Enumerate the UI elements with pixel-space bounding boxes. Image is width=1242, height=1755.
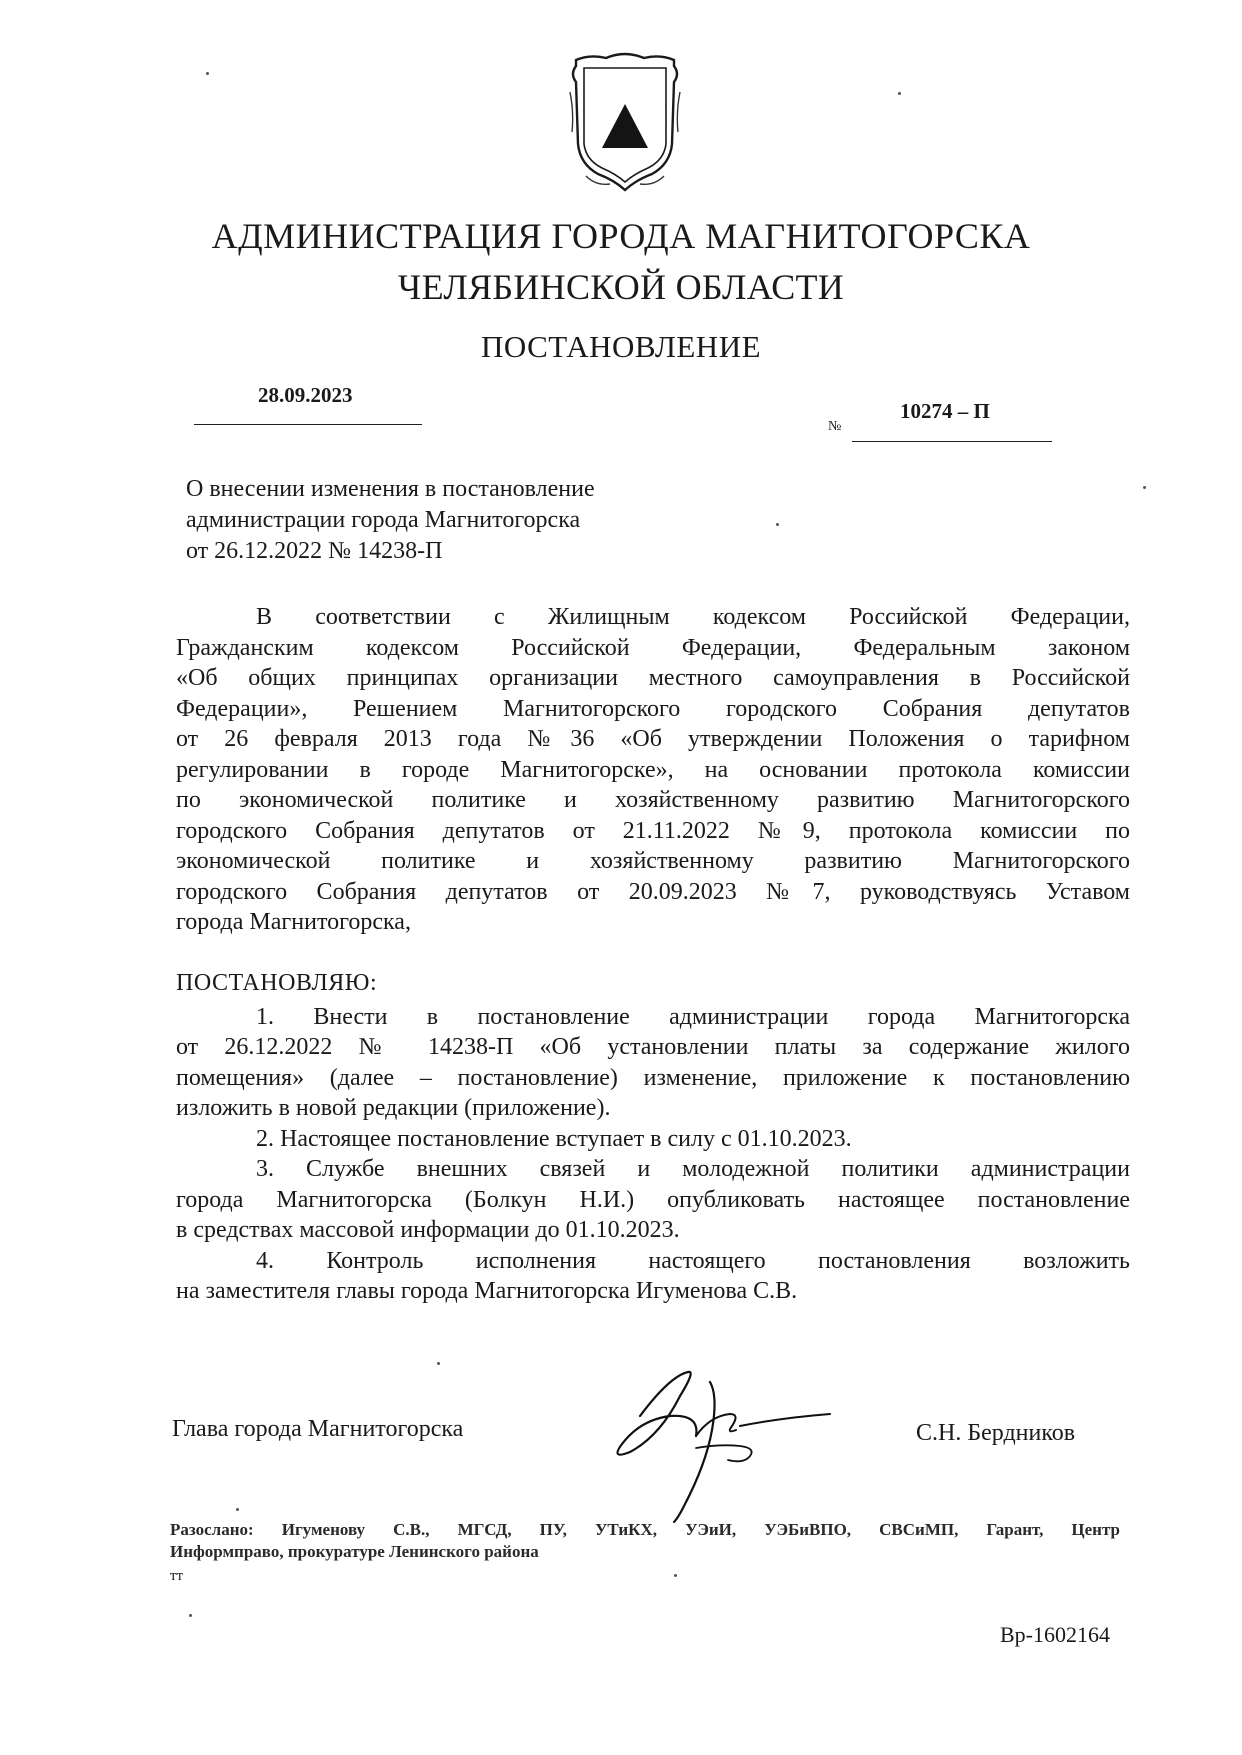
scan-speck [674,1574,677,1577]
number-sign: № [828,419,842,434]
handwritten-signature-icon [600,1356,860,1526]
preamble-line: города Магнитогорска, [176,909,411,935]
item-line: 1. Внести в постановление администрации города Магнитогорска [256,1003,1130,1030]
scan-speck [776,523,779,526]
subject-line: администрации города Магнитогорска [186,507,581,533]
distribution-list [170,1519,1120,1563]
item-line: от 26.12.2022 № 14238-П «Об установлении платы за содержание жилого [176,1034,1130,1060]
item-line: города Магнитогорска (Болкун Н.И.) опубликовать настоящее постановление [176,1186,1130,1213]
item-line: изложить в новой редакции (приложение). [176,1095,611,1121]
preamble-line: «Об общих принципах организации местного самоуправления в Российской [176,665,1130,691]
document-body [176,602,1130,1307]
signatory-title: Глава города Магнитогорска [172,1416,464,1442]
number-underline [852,441,1052,442]
scan-speck [189,1614,192,1617]
preamble-line: Гражданским кодексом Российской Федерации, Федеральным законом [176,634,1130,661]
preamble-line: экономической политике и хозяйственному развитию Магнитогорского [176,848,1130,874]
preamble-line: В соответствии с Жилищным кодексом Российской Федерации, [256,604,1130,630]
item-line: 3. Службе внешних связей и молодежной политики администрации [256,1156,1130,1182]
scan-speck [437,1362,440,1365]
preamble-line: по экономической политике и хозяйственному развитию Магнитогорского [176,787,1130,813]
document-subject [186,474,746,567]
decree-heading: ПОСТАНОВЛЯЮ: [176,969,378,996]
document-date: 28.09.2023 [258,383,353,407]
document-number: 10274 – П [900,399,990,423]
scan-speck [898,92,901,95]
scan-speck [236,1508,239,1511]
item-line: в средствах массовой информации до 01.10.2023. [176,1217,680,1243]
reference-number: Вр-1602164 [1000,1622,1110,1647]
distribution-line: Информправо, прокуратуре Ленинского района [170,1542,539,1561]
coat-of-arms-icon [566,52,684,194]
signatory-name: С.Н. Бердников [916,1420,1076,1446]
preamble-line: регулировании в городе Магнитогорске», на основании протокола комиссии [176,756,1130,783]
item-line: на заместителя главы города Магнитогорска Игуменова С.В. [176,1278,798,1304]
organization-name-line1: АДМИНИСТРАЦИЯ ГОРОДА МАГНИТОГОРСКА [211,216,1031,256]
item-line: 2. Настоящее постановление вступает в силу с 01.10.2023. [256,1125,852,1152]
organization-name-line2: ЧЕЛЯБИНСКОЙ ОБЛАСТИ [397,267,845,307]
executor-initials: тт [170,1568,184,1584]
subject-line: О внесении изменения в постановление [186,476,595,502]
scan-speck [1143,486,1146,489]
date-underline [194,424,422,425]
preamble-line: Федерации», Решением Магнитогорского городского Собрания депутатов [176,695,1130,722]
item-line: 4. Контроль исполнения настоящего постановления возложить [256,1247,1130,1274]
document-type: ПОСТАНОВЛЕНИЕ [480,329,762,364]
scan-speck [206,72,209,75]
subject-line: от 26.12.2022 № 14238-П [186,538,443,564]
preamble-line: городского Собрания депутатов от 20.09.2023 №7, руководствуясь Уставом [176,878,1130,905]
preamble-line: от 26 февраля 2013 года №36 «Об утверждении Положения о тарифном [176,726,1130,752]
distribution-line: Разослано: Игуменову С.В., МГСД, ПУ, УТиКХ, УЭиИ, УЭБиВПО, СВСиМП, Гарант, Центр [170,1520,1120,1539]
item-line: помещения» (далее – постановление) изменение, приложение к постановлению [176,1064,1130,1091]
preamble-line: городского Собрания депутатов от 21.11.2022 №9, протокола комиссии по [176,817,1130,844]
